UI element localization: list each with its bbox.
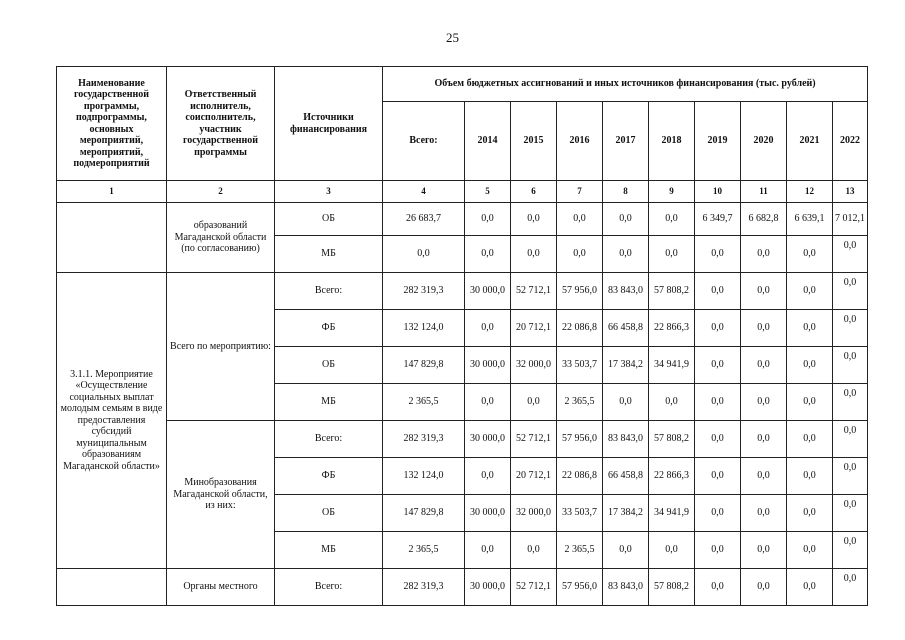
year-value-cell: 0,0 <box>787 421 833 458</box>
year-value-cell: 0,0 <box>695 495 741 532</box>
executor-cell: Органы местного <box>167 569 275 606</box>
year-value-cell: 0,0 <box>787 310 833 347</box>
year-value-cell: 0,0 <box>741 273 787 310</box>
total-cell: 132 124,0 <box>383 458 465 495</box>
header-sources: Источники финансирования <box>275 67 383 181</box>
year-value-cell: 52 712,1 <box>511 421 557 458</box>
year-value-cell: 17 384,2 <box>603 495 649 532</box>
column-number: 2 <box>167 181 275 203</box>
name-cell-empty <box>57 203 167 273</box>
column-number: 10 <box>695 181 741 203</box>
year-2022-cell: 0,0 <box>833 458 868 495</box>
year-value-cell: 0,0 <box>649 384 695 421</box>
year-value-cell: 52 712,1 <box>511 569 557 606</box>
year-value-cell: 30 000,0 <box>465 421 511 458</box>
column-number: 8 <box>603 181 649 203</box>
year-value-cell: 0,0 <box>557 236 603 273</box>
header-year: 2017 <box>603 102 649 181</box>
year-value-cell: 66 458,8 <box>603 458 649 495</box>
year-value-cell: 0,0 <box>465 203 511 236</box>
year-value-cell: 22 086,8 <box>557 310 603 347</box>
year-value-cell: 6 349,7 <box>695 203 741 236</box>
column-number: 1 <box>57 181 167 203</box>
column-number-row <box>57 181 868 203</box>
total-cell: 147 829,8 <box>383 347 465 384</box>
column-number: 6 <box>511 181 557 203</box>
year-value-cell: 30 000,0 <box>465 569 511 606</box>
year-value-cell: 0,0 <box>511 236 557 273</box>
year-value-cell: 52 712,1 <box>511 273 557 310</box>
year-value-cell: 0,0 <box>603 532 649 569</box>
year-value-cell: 33 503,7 <box>557 347 603 384</box>
funding-source-cell: ОБ <box>275 495 383 532</box>
year-value-cell: 0,0 <box>465 384 511 421</box>
year-value-cell: 17 384,2 <box>603 347 649 384</box>
year-value-cell: 0,0 <box>465 236 511 273</box>
total-cell: 282 319,3 <box>383 273 465 310</box>
year-value-cell: 0,0 <box>695 569 741 606</box>
year-value-cell: 66 458,8 <box>603 310 649 347</box>
year-value-cell: 0,0 <box>787 347 833 384</box>
year-value-cell: 57 956,0 <box>557 421 603 458</box>
year-value-cell: 0,0 <box>695 236 741 273</box>
total-cell: 0,0 <box>383 236 465 273</box>
funding-source-cell: МБ <box>275 532 383 569</box>
year-2022-cell: 0,0 <box>833 569 868 606</box>
year-value-cell: 0,0 <box>511 532 557 569</box>
year-value-cell: 2 365,5 <box>557 532 603 569</box>
year-value-cell: 0,0 <box>649 203 695 236</box>
header-year: 2021 <box>787 102 833 181</box>
year-value-cell: 0,0 <box>787 273 833 310</box>
funding-source-cell: МБ <box>275 384 383 421</box>
column-number: 13 <box>833 181 868 203</box>
funding-source-cell: ФБ <box>275 458 383 495</box>
year-value-cell: 0,0 <box>557 203 603 236</box>
executor-cell: Всего по мероприятию: <box>167 273 275 421</box>
funding-source-cell: Всего: <box>275 273 383 310</box>
year-2022-cell: 0,0 <box>833 421 868 458</box>
year-value-cell: 57 956,0 <box>557 569 603 606</box>
year-2022-cell: 0,0 <box>833 273 868 310</box>
year-value-cell: 20 712,1 <box>511 310 557 347</box>
year-value-cell: 0,0 <box>465 458 511 495</box>
year-value-cell: 0,0 <box>741 495 787 532</box>
header-year: 2022 <box>833 102 868 181</box>
year-value-cell: 30 000,0 <box>465 495 511 532</box>
total-cell: 147 829,8 <box>383 495 465 532</box>
total-cell: 282 319,3 <box>383 421 465 458</box>
year-value-cell: 83 843,0 <box>603 273 649 310</box>
year-value-cell: 2 365,5 <box>557 384 603 421</box>
year-value-cell: 22 086,8 <box>557 458 603 495</box>
funding-source-cell: ОБ <box>275 347 383 384</box>
year-value-cell: 0,0 <box>603 384 649 421</box>
executor-cell: Минобразования Магаданской области, из них: <box>167 421 275 569</box>
year-value-cell: 0,0 <box>649 532 695 569</box>
header-year: 2015 <box>511 102 557 181</box>
budget-table <box>56 66 868 606</box>
year-value-cell: 22 866,3 <box>649 458 695 495</box>
year-2022-cell: 0,0 <box>833 310 868 347</box>
total-cell: 2 365,5 <box>383 384 465 421</box>
header-name: Наименование государственной программы, подпрограммы, основных мероприятий, мероприятий, подмероприятий <box>57 67 167 181</box>
page-number: 25 <box>446 30 459 45</box>
year-value-cell: 33 503,7 <box>557 495 603 532</box>
executor-cell: образований Магаданской области (по согласованию) <box>167 203 275 273</box>
funding-source-cell: Всего: <box>275 421 383 458</box>
year-value-cell: 0,0 <box>741 569 787 606</box>
measure-name-cell: 3.1.1. Мероприятие «Осуществление социальных выплат молодым семьям в виде предоставления субсидий муниципальным образованиям Магаданской области» <box>57 273 167 569</box>
year-value-cell: 6 682,8 <box>741 203 787 236</box>
column-number: 4 <box>383 181 465 203</box>
year-value-cell: 22 866,3 <box>649 310 695 347</box>
year-2022-cell: 0,0 <box>833 347 868 384</box>
year-value-cell: 0,0 <box>741 236 787 273</box>
year-value-cell: 83 843,0 <box>603 569 649 606</box>
year-value-cell: 0,0 <box>741 421 787 458</box>
table-row <box>57 569 868 606</box>
year-value-cell: 0,0 <box>741 347 787 384</box>
header-year: 2014 <box>465 102 511 181</box>
year-value-cell: 6 639,1 <box>787 203 833 236</box>
year-value-cell: 34 941,9 <box>649 495 695 532</box>
year-value-cell: 0,0 <box>787 236 833 273</box>
year-value-cell: 34 941,9 <box>649 347 695 384</box>
table-row <box>57 421 868 458</box>
header-year: 2016 <box>557 102 603 181</box>
header-volume: Объем бюджетных ассигнований и иных источников финансирования (тыс. рублей) <box>383 67 868 102</box>
year-value-cell: 0,0 <box>741 310 787 347</box>
year-value-cell: 32 000,0 <box>511 347 557 384</box>
year-value-cell: 0,0 <box>603 236 649 273</box>
year-value-cell: 0,0 <box>695 421 741 458</box>
column-number: 5 <box>465 181 511 203</box>
total-cell: 2 365,5 <box>383 532 465 569</box>
year-value-cell: 0,0 <box>695 532 741 569</box>
year-value-cell: 0,0 <box>511 203 557 236</box>
year-2022-cell: 0,0 <box>833 236 868 273</box>
column-number: 3 <box>275 181 383 203</box>
year-value-cell: 20 712,1 <box>511 458 557 495</box>
year-value-cell: 57 956,0 <box>557 273 603 310</box>
header-year: 2020 <box>741 102 787 181</box>
year-value-cell: 0,0 <box>695 347 741 384</box>
total-cell: 132 124,0 <box>383 310 465 347</box>
funding-source-cell: МБ <box>275 236 383 273</box>
table-row <box>57 203 868 236</box>
year-2022-cell: 0,0 <box>833 495 868 532</box>
total-cell: 282 319,3 <box>383 569 465 606</box>
year-value-cell: 0,0 <box>695 310 741 347</box>
year-value-cell: 0,0 <box>695 273 741 310</box>
column-number: 11 <box>741 181 787 203</box>
year-value-cell: 0,0 <box>603 203 649 236</box>
year-value-cell: 0,0 <box>787 569 833 606</box>
year-2022-cell: 0,0 <box>833 532 868 569</box>
year-value-cell: 0,0 <box>741 384 787 421</box>
header-total: Всего: <box>383 102 465 181</box>
year-2022-cell: 0,0 <box>833 384 868 421</box>
year-value-cell: 57 808,2 <box>649 273 695 310</box>
year-value-cell: 0,0 <box>741 458 787 495</box>
total-cell: 26 683,7 <box>383 203 465 236</box>
column-number: 7 <box>557 181 603 203</box>
year-value-cell: 0,0 <box>787 458 833 495</box>
funding-source-cell: Всего: <box>275 569 383 606</box>
header-executor: Ответственный исполнитель, соисполнитель, участник государственной программы <box>167 67 275 181</box>
year-value-cell: 0,0 <box>511 384 557 421</box>
column-number: 9 <box>649 181 695 203</box>
name-cell-empty <box>57 569 167 606</box>
year-value-cell: 0,0 <box>695 458 741 495</box>
year-value-cell: 0,0 <box>465 532 511 569</box>
year-value-cell: 0,0 <box>787 532 833 569</box>
funding-source-cell: ОБ <box>275 203 383 236</box>
year-value-cell: 30 000,0 <box>465 273 511 310</box>
year-value-cell: 0,0 <box>695 384 741 421</box>
year-2022-cell: 7 012,1 <box>833 203 868 236</box>
year-value-cell: 32 000,0 <box>511 495 557 532</box>
column-number: 12 <box>787 181 833 203</box>
year-value-cell: 0,0 <box>649 236 695 273</box>
funding-source-cell: ФБ <box>275 310 383 347</box>
year-value-cell: 57 808,2 <box>649 421 695 458</box>
year-value-cell: 0,0 <box>465 310 511 347</box>
year-value-cell: 0,0 <box>787 384 833 421</box>
year-value-cell: 83 843,0 <box>603 421 649 458</box>
year-value-cell: 0,0 <box>741 532 787 569</box>
year-value-cell: 0,0 <box>787 495 833 532</box>
year-value-cell: 57 808,2 <box>649 569 695 606</box>
table-row <box>57 273 868 310</box>
header-year: 2019 <box>695 102 741 181</box>
year-value-cell: 30 000,0 <box>465 347 511 384</box>
header-year: 2018 <box>649 102 695 181</box>
